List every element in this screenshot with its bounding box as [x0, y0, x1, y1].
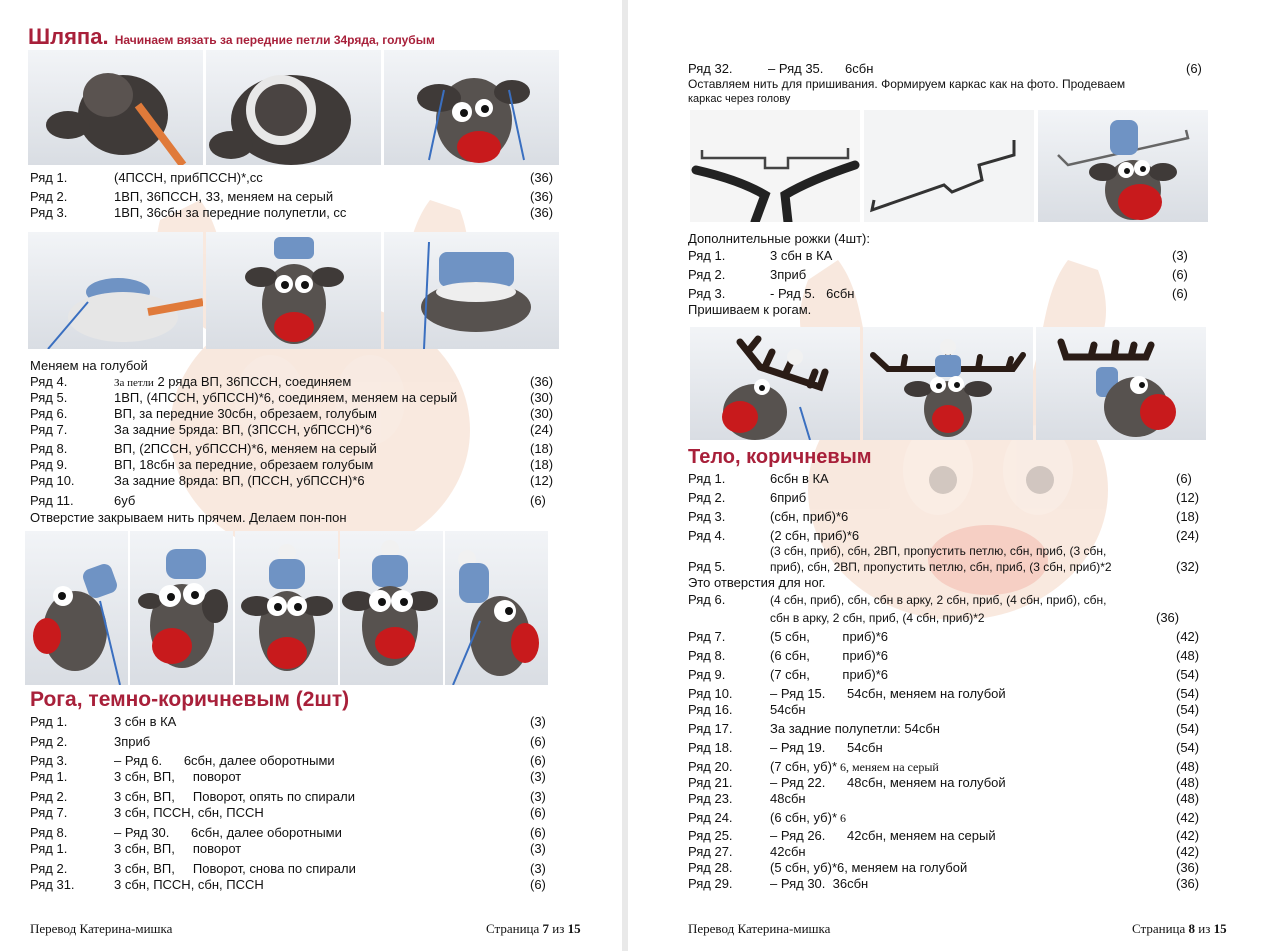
row-label: Ряд 6.	[688, 592, 726, 607]
row-count: (3)	[530, 841, 546, 856]
photo	[340, 531, 443, 685]
row-count: (42)	[1176, 828, 1200, 843]
sew-note: Пришиваем к рогам.	[688, 302, 812, 317]
row-count: (3)	[530, 769, 546, 784]
reindeer-photo-icon	[1038, 110, 1208, 222]
row-text: (7 сбн, приб)*6	[770, 667, 889, 682]
row-count: (36)	[530, 170, 554, 185]
hat-photos-row-1	[28, 50, 559, 165]
photo	[206, 50, 381, 165]
row-label: Ряд 3.	[30, 753, 68, 768]
row-label: Ряд 6.	[30, 406, 68, 421]
photo	[130, 531, 233, 685]
hat-photos-row-3	[25, 531, 548, 685]
row-text: (7 сбн, уб)*	[770, 759, 837, 774]
row-count: (30)	[530, 406, 554, 421]
row-text: За задние 5ряда: ВП, (3ПССН, убПССН)*6	[114, 422, 372, 437]
row-count: (36)	[530, 189, 554, 204]
row-label: Ряд 10.	[30, 473, 75, 488]
page-total: 15	[567, 921, 581, 936]
row5-text-line-1: (3 сбн, приб), сбн, 2ВП, пропустить петлю, сбн, приб, (3 сбн,	[770, 544, 1107, 558]
row-text: 2 ряда ВП, 36ПССН, соединяем	[153, 374, 352, 389]
row-label: Ряд 25.	[688, 828, 733, 843]
photo	[1036, 327, 1206, 440]
row-text: ВП, за передние 30сбн, обрезаем, голубым	[114, 406, 377, 421]
row-count: (3)	[530, 714, 546, 729]
row-count: (54)	[1176, 686, 1200, 701]
row-label: Ряд 2.	[30, 789, 68, 804]
row-text: (4ПССН, прибПССН)*,сс	[114, 170, 263, 185]
row-text: 3 сбн, ПССН, сбн, ПССН	[114, 805, 264, 820]
row-text: 3 сбн, ВП, поворот	[114, 769, 242, 784]
reindeer-photo-icon	[235, 531, 338, 685]
page-of: из	[549, 921, 568, 936]
row-text: За задние полупетли: 54сбн	[770, 721, 940, 736]
page-total: 15	[1213, 921, 1227, 936]
row-count: (48)	[1176, 648, 1200, 663]
footer-page-number	[486, 921, 581, 937]
row-label: Ряд 11.	[30, 493, 74, 508]
row-count: (6)	[530, 753, 546, 768]
photo	[28, 232, 203, 349]
crochet-photo-icon	[384, 232, 559, 349]
row-label: Ряд 1.	[30, 170, 68, 185]
hat-section-title	[28, 24, 435, 50]
row-label: Ряд 2.	[30, 734, 68, 749]
wire-frame-photo-icon	[690, 110, 860, 222]
row-count: (6)	[1186, 61, 1202, 76]
row-count: (6)	[530, 734, 546, 749]
row-prefix: За петли	[114, 377, 154, 389]
hat-title: Шляпа.	[28, 24, 109, 49]
row-text: – Ряд 30. 6сбн, далее оборотными	[114, 825, 342, 840]
row-count: (54)	[1176, 667, 1200, 682]
row-count: (36)	[1176, 860, 1200, 875]
row-count: (12)	[1176, 490, 1200, 505]
row-text: 3 сбн, ВП, Поворот, снова по спирали	[114, 861, 356, 876]
frame-photos	[690, 110, 1208, 222]
photo	[384, 50, 559, 165]
row-label: Ряд 7.	[30, 805, 68, 820]
row-text: – Ряд 19. 54сбн	[770, 740, 883, 755]
body-section-title: Тело, коричневым	[688, 446, 872, 468]
photo	[25, 531, 128, 685]
row-text: 3 сбн в КА	[770, 248, 833, 263]
row-label: Ряд 29.	[688, 876, 733, 891]
page-of: из	[1195, 921, 1214, 936]
row-count: (3)	[530, 861, 546, 876]
row-label: Ряд 1.	[30, 841, 68, 856]
frame-note-line-1: Оставляем нить для пришивания. Формируем каркас как на фото. Продеваем	[688, 77, 1126, 91]
page-8	[628, 0, 1280, 951]
row-count: (42)	[1176, 629, 1200, 644]
row-label: Ряд 1.	[30, 769, 68, 784]
row-text: 6уб	[114, 493, 136, 508]
row-label: Ряд 1.	[688, 471, 726, 486]
row-label: Ряд 8.	[30, 825, 68, 840]
photo	[206, 232, 381, 349]
crochet-photo-icon	[206, 50, 381, 165]
footer-page-number	[1132, 921, 1227, 937]
reindeer-antlers-photo-icon	[690, 327, 860, 440]
row-count: (24)	[1176, 528, 1200, 543]
row-count: (18)	[1176, 509, 1200, 524]
row-label: Ряд 2.	[688, 267, 726, 282]
footer-translator: Перевод Катерина-мишка	[688, 921, 831, 936]
reindeer-antlers-photo-icon	[863, 327, 1033, 440]
row-count: (6)	[1172, 267, 1188, 282]
row-text: (6 сбн, уб)*	[770, 810, 837, 825]
page-num: 8	[1188, 921, 1196, 936]
row6-text-line-1: (4 сбн, приб), сбн, сбн в арку, 2 сбн, приб, (4 сбн, приб), сбн,	[770, 593, 1107, 607]
row-text: ВП, 18сбн за передние, обрезаем голубым	[114, 457, 374, 472]
row-label: Ряд 5.	[688, 559, 726, 574]
row-label: Ряд 16.	[688, 702, 733, 717]
row-label: Ряд 23.	[688, 791, 733, 806]
row-label: Ряд 2.	[688, 490, 726, 505]
row-text: 6сбн в КА	[770, 471, 829, 486]
row-label: Ряд 24.	[688, 810, 733, 825]
row-label: Ряд 8.	[30, 441, 68, 456]
row-count: (48)	[1176, 791, 1200, 806]
row-label: Ряд 7.	[30, 422, 68, 437]
row-text: За задние 8ряда: ВП, (ПССН, убПССН)*6	[114, 473, 365, 488]
row-count: (36)	[530, 374, 554, 389]
row-count: (3)	[530, 789, 546, 804]
row-text: – Ряд 26. 42сбн, меняем на серый	[770, 828, 996, 843]
hat-subtitle: Начинаем вязать за передние петли 34ряда, голубым	[114, 33, 435, 47]
row-count: (18)	[530, 457, 554, 472]
row-label: Ряд 8.	[688, 648, 726, 663]
row-text: (сбн, приб)*6	[770, 509, 849, 524]
row-count: (30)	[530, 390, 554, 405]
wire-frame-photo-icon	[864, 110, 1034, 222]
photo	[235, 531, 338, 685]
row-count: (54)	[1176, 702, 1200, 717]
row-label: Ряд 5.	[30, 390, 68, 405]
row-text: 3 сбн, ВП, Поворот, опять по спирали	[114, 789, 355, 804]
row-count: (3)	[1172, 248, 1188, 263]
row-text: 1ВП, (4ПССН, убПССН)*6, соединяем, меняем на серый	[114, 390, 458, 405]
reindeer-antlers-photo-icon	[1036, 327, 1206, 440]
row-text: 1ВП, 36сбн за передние полупетли, сс	[114, 205, 347, 220]
row-text: 48сбн	[770, 791, 806, 806]
row-label: Ряд 17.	[688, 721, 733, 736]
row-label: Ряд 18.	[688, 740, 733, 755]
row-label: Ряд 10.	[688, 686, 733, 701]
row-text: – Ряд 15. 54сбн, меняем на голубой	[770, 686, 1006, 701]
row-text: – Ряд 30. 36сбн	[770, 876, 869, 891]
row-label: Ряд 28.	[688, 860, 733, 875]
antler-photos	[690, 327, 1206, 440]
row-count: (54)	[1176, 721, 1200, 736]
row-count: (42)	[1176, 810, 1200, 825]
row-text: 3приб	[770, 267, 807, 282]
row-count: (36)	[1176, 876, 1200, 891]
reindeer-photo-icon	[445, 531, 548, 685]
row-label: Ряд 3.	[30, 205, 68, 220]
row-count: (54)	[1176, 740, 1200, 755]
row-count: (6)	[530, 493, 546, 508]
row-label: Ряд 1.	[30, 714, 68, 729]
row-text: – Ряд 6. 6сбн, далее оборотными	[114, 753, 335, 768]
row-label: Ряд 9.	[688, 667, 726, 682]
photo	[445, 531, 548, 685]
footer-translator: Перевод Катерина-мишка	[30, 921, 173, 936]
row-count: (6)	[530, 825, 546, 840]
row-label: Ряд 32.	[688, 61, 733, 76]
close-hole-note: Отверстие закрываем нить прячем. Делаем пон-пон	[30, 510, 347, 525]
row-count: (12)	[530, 473, 554, 488]
row-label: Ряд 9.	[30, 457, 68, 472]
row-label: Ряд 2.	[30, 189, 68, 204]
row-label: Ряд 4.	[30, 374, 68, 389]
row-text: – Ряд 35. 6сбн	[768, 61, 874, 76]
photo	[690, 110, 860, 222]
row-count: (48)	[1176, 759, 1200, 774]
photo	[28, 50, 203, 165]
row-label: Ряд 27.	[688, 844, 733, 859]
row-text: 1ВП, 36ПССН, 33, меняем на серый	[114, 189, 334, 204]
row-text: 42сбн	[770, 844, 806, 859]
row-text: 6приб	[770, 490, 807, 505]
photo	[384, 232, 559, 349]
row-text: (2 сбн, приб)*6	[770, 528, 860, 543]
crochet-photo-icon	[28, 232, 203, 349]
row-text: (5 сбн, приб)*6	[770, 629, 889, 644]
row-text: 54сбн	[770, 702, 806, 717]
row5-text-line-2: приб), сбн, 2ВП, пропустить петлю, сбн, приб, (3 сбн, приб)*2	[770, 560, 1112, 574]
row-count: (42)	[1176, 844, 1200, 859]
row-label: Ряд 3.	[688, 286, 726, 301]
crochet-photo-icon	[206, 232, 381, 349]
row6-text-line-2: сбн в арку, 2 сбн, приб, (4 сбн, приб)*2	[770, 611, 985, 625]
row-text: (5 сбн, уб)*6, меняем на голубой	[770, 860, 968, 875]
reindeer-photo-icon	[340, 531, 443, 685]
photo	[863, 327, 1033, 440]
row-label: Ряд 7.	[688, 629, 726, 644]
photo	[690, 327, 860, 440]
crochet-photo-icon	[28, 50, 203, 165]
row-count: (6)	[530, 805, 546, 820]
row-count: (24)	[530, 422, 554, 437]
row-text-serif: 6, меняем на серый	[837, 760, 939, 774]
page-num: 7	[542, 921, 550, 936]
frame-note-line-2: каркас через голову	[688, 93, 791, 105]
row-text: 3 сбн, ВП, поворот	[114, 841, 242, 856]
row-label: Ряд 3.	[688, 509, 726, 524]
photo	[1038, 110, 1208, 222]
row-label: Ряд 20.	[688, 759, 733, 774]
row-count: (6)	[1172, 286, 1188, 301]
change-color-note: Меняем на голубой	[30, 358, 148, 373]
reindeer-photo-icon	[130, 531, 233, 685]
row-label: Ряд 1.	[688, 248, 726, 263]
row-count: (36)	[1156, 610, 1180, 625]
row-count: (18)	[530, 441, 554, 456]
legs-hole-note: Это отверстия для ног.	[688, 575, 826, 590]
row-label: Ряд 31.	[30, 877, 75, 892]
row-count: (6)	[530, 877, 546, 892]
row-label: Ряд 21.	[688, 775, 733, 790]
row-count: (6)	[1176, 471, 1192, 486]
row-text: – Ряд 22. 48сбн, меняем на голубой	[770, 775, 1006, 790]
row-text: 3 сбн, ПССН, сбн, ПССН	[114, 877, 264, 892]
row-text: - Ряд 5. 6сбн	[770, 286, 855, 301]
row-label: Ряд 4.	[688, 528, 726, 543]
row-text-serif: 6	[837, 811, 846, 825]
row-text: 3 сбн в КА	[114, 714, 177, 729]
row-count: (36)	[530, 205, 554, 220]
reindeer-photo-icon	[25, 531, 128, 685]
crochet-photo-icon	[384, 50, 559, 165]
photo	[864, 110, 1034, 222]
row-count: (48)	[1176, 775, 1200, 790]
row-text: ВП, (2ПССН, убПССН)*6, меняем на серый	[114, 441, 377, 456]
extra-horns-title: Дополнительные рожки (4шт):	[688, 231, 870, 246]
horns-section-title: Рога, темно-коричневым (2шт)	[30, 688, 350, 711]
row-text: 3приб	[114, 734, 151, 749]
row-label: Ряд 2.	[30, 861, 68, 876]
page-word: Страница	[1132, 921, 1189, 936]
page-7	[0, 0, 622, 951]
row-count: (32)	[1176, 559, 1200, 574]
row-text: (6 сбн, приб)*6	[770, 648, 889, 663]
hat-photos-row-2	[28, 232, 559, 349]
page-word: Страница	[486, 921, 543, 936]
